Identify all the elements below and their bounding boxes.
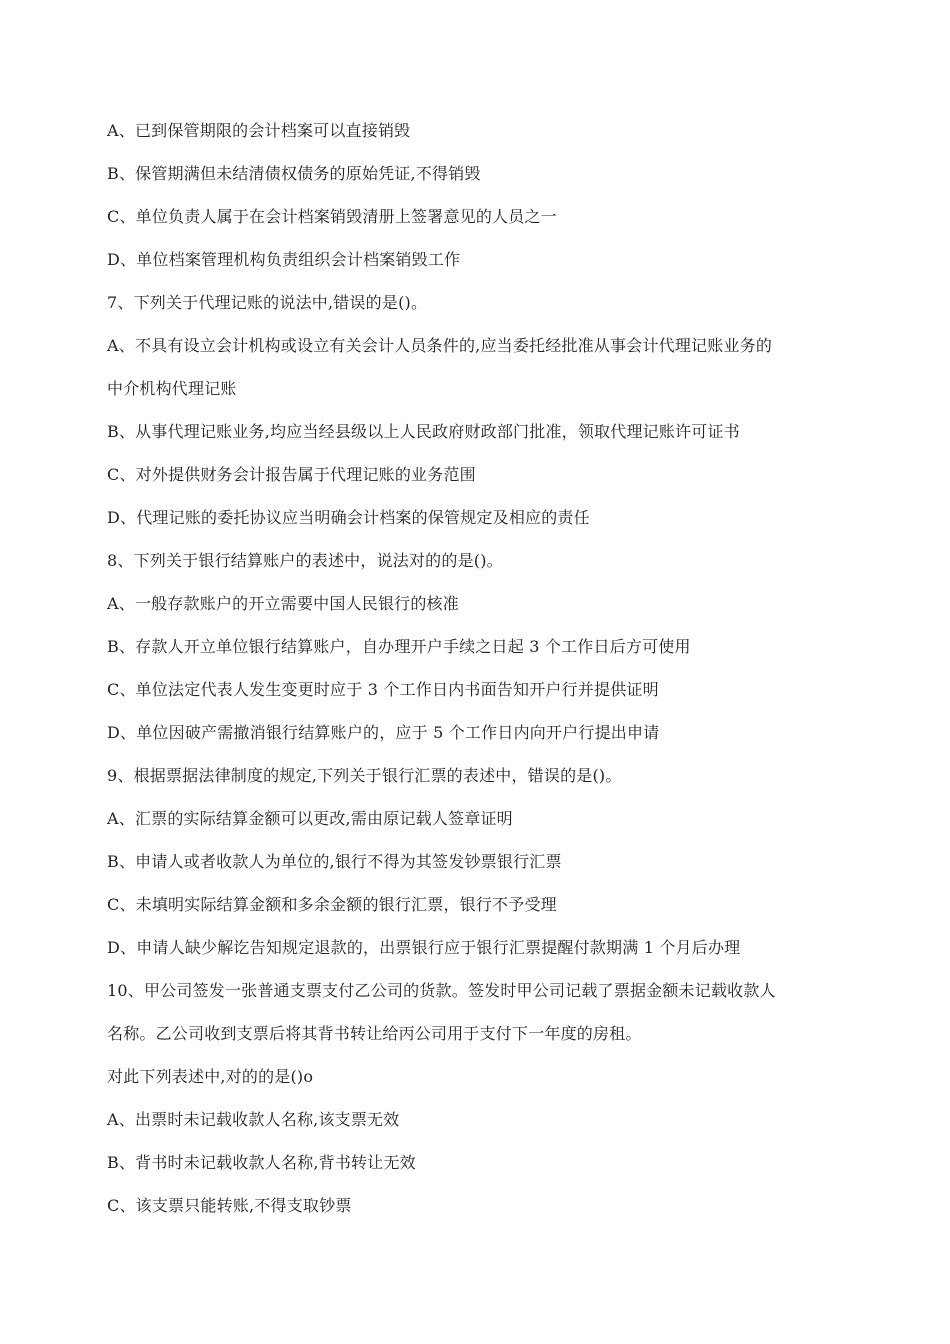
text-line: C、单位负责人属于在会计档案销毁清册上签署意见的人员之一 xyxy=(107,207,557,226)
text-line: B、背书时未记载收款人名称,背书转让无效 xyxy=(107,1153,416,1172)
text-line: C、该支票只能转账,不得支取钞票 xyxy=(107,1196,352,1215)
text-line: B、从事代理记账业务,均应当经县级以上人民政府财政部门批准，领取代理记账许可证书 xyxy=(107,422,740,441)
text-line: A、不具有设立会计机构或设立有关会计人员条件的,应当委托经批准从事会计代理记账业务的 xyxy=(107,336,773,355)
question-line: 9、根据票据法律制度的规定,下列关于银行汇票的表述中，错误的是()。 xyxy=(107,766,622,785)
text-line: 中介机构代理记账 xyxy=(107,379,237,398)
text-line: 名称。乙公司收到支票后将其背书转让给丙公司用于支付下一年度的房租。 xyxy=(107,1024,642,1043)
text-line: A、汇票的实际结算金额可以更改,需由原记载人签章证明 xyxy=(107,809,513,828)
text-line: B、存款人开立单位银行结算账户，自办理开户手续之日起 3 个工作日后方可使用 xyxy=(107,637,691,656)
text-line: D、申请人缺少解讫告知规定退款的，出票银行应于银行汇票提醒付款期满 1 个月后办理 xyxy=(107,938,741,957)
text-line: D、代理记账的委托协议应当明确会计档案的保管规定及相应的责任 xyxy=(107,508,590,527)
text-line: B、申请人或者收款人为单位的,银行不得为其签发钞票银行汇票 xyxy=(107,852,562,871)
text-line: A、一般存款账户的开立需要中国人民银行的核准 xyxy=(107,594,459,613)
document-body xyxy=(107,117,847,1235)
question-line: 10、甲公司签发一张普通支票支付乙公司的货款。签发时甲公司记载了票据金额未记载收款人 xyxy=(107,981,776,1000)
text-line: A、出票时未记载收款人名称,该支票无效 xyxy=(107,1110,400,1129)
text-line: C、对外提供财务会计报告属于代理记账的业务范围 xyxy=(107,465,476,484)
text-line: C、单位法定代表人发生变更时应于 3 个工作日内书面告知开户行并提供证明 xyxy=(107,680,659,699)
question-line: 8、下列关于银行结算账户的表述中，说法对的的是()。 xyxy=(107,551,503,570)
text-line: D、单位档案管理机构负责组织会计档案销毁工作 xyxy=(107,250,461,269)
text-line: D、单位因破产需撤消银行结算账户的，应于 5 个工作日内向开户行提出申请 xyxy=(107,723,660,742)
text-line: C、未填明实际结算金额和多余金额的银行汇票，银行不予受理 xyxy=(107,895,557,914)
text-line: 对此下列表述中,对的的是()o xyxy=(107,1067,314,1086)
question-line: 7、下列关于代理记账的说法中,错误的是()。 xyxy=(107,293,428,312)
text-line: B、保管期满但未结清债权债务的原始凭证,不得销毁 xyxy=(107,164,481,183)
text-line: A、已到保管期限的会计档案可以直接销毁 xyxy=(107,121,411,140)
